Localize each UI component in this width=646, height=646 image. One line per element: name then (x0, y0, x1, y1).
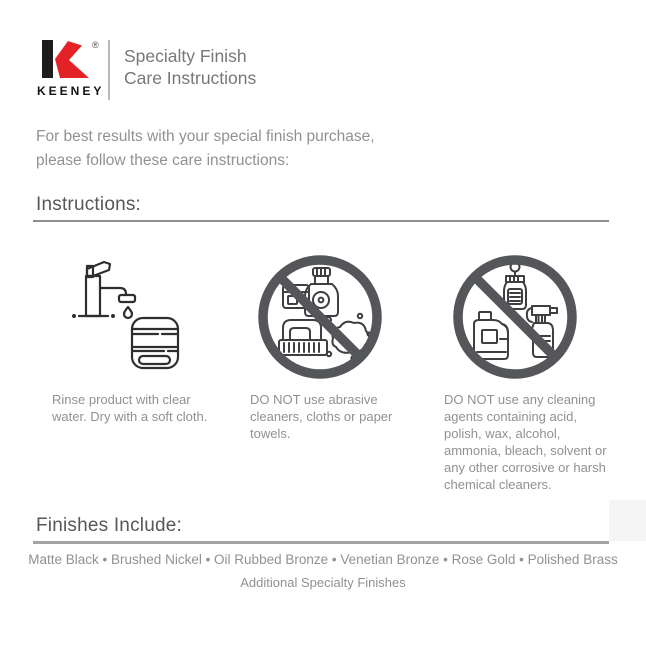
caption-no-abrasive: DO NOT use abrasive cleaners, cloths or paper towels. (250, 392, 393, 441)
keeney-logo (36, 38, 104, 100)
page-title-line1: Specialty Finish (124, 46, 247, 66)
instructions-rule (33, 220, 609, 222)
faucet-and-cloth-icon (62, 258, 182, 373)
finishes-rule (33, 541, 609, 544)
intro-line1: For best results with your special finish purchase, (36, 128, 375, 145)
logo-k-stem (42, 40, 53, 78)
caption-no-chemicals: DO NOT use any cleaning agents containing acid, polish, wax, alcohol, ammonia, bleach, solvent or any other corrosive or harsh chemical cleaners. (444, 392, 607, 492)
brand-wordmark: KEENEY (37, 84, 104, 98)
finishes-heading: Finishes Include: (36, 515, 182, 536)
instructions-heading: Instructions: (36, 194, 142, 215)
detergent-jug-icon (474, 312, 508, 359)
logo-k-arms (55, 41, 89, 78)
page-title (124, 45, 256, 89)
keeney-logo-icon (36, 38, 104, 100)
caption-rinse: Rinse product with clear water. Dry with a soft cloth. (52, 392, 208, 424)
finishes-additional: Additional Specialty Finishes (240, 575, 406, 590)
page-title-line2: Care Instructions (124, 68, 257, 88)
registered-mark: ® (92, 40, 99, 50)
pump-bottle-icon (504, 263, 526, 310)
edge-artifact (609, 500, 646, 541)
scrub-brush-icon (279, 320, 327, 355)
intro-line2: please follow these care instructions: (36, 152, 290, 169)
no-chemical-cleaners-icon (452, 254, 578, 380)
cloth-icon (132, 318, 178, 368)
no-abrasive-cleaners-icon (257, 254, 383, 380)
faucet-icon (73, 262, 135, 318)
finishes-list: Matte Black • Brushed Nickel • Oil Rubbed Bronze • Venetian Bronze • Rose Gold • Polished Brass (28, 552, 618, 567)
water-drop-icon (124, 307, 132, 318)
header-divider (108, 40, 110, 100)
intro-paragraph (36, 125, 375, 173)
